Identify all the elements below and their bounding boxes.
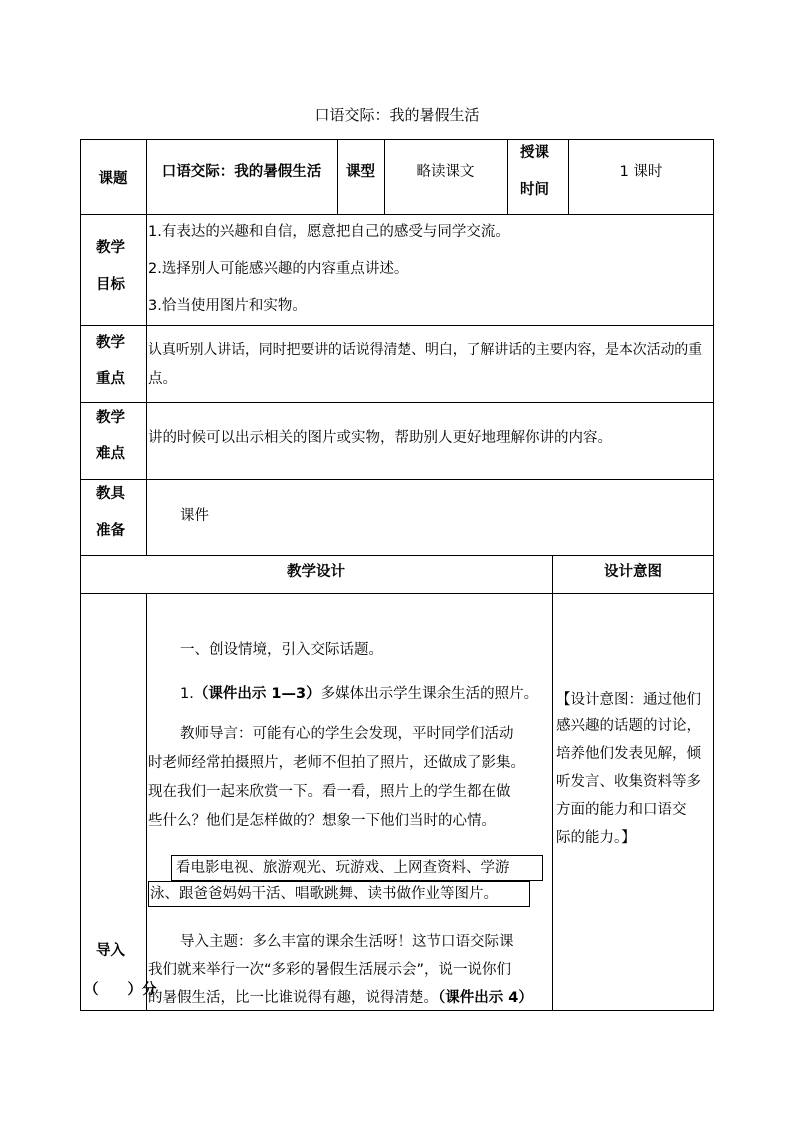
col-divider <box>552 555 553 1011</box>
row-divider <box>80 325 714 326</box>
topic-value: 口语交际：我的暑假生活 <box>161 163 322 180</box>
guide-line: 时老师经常拍摄照片，老师不但拍了照片，还做成了影集。 <box>148 755 525 771</box>
step-1 <box>180 684 538 704</box>
goal-item: 3.恰当使用图片和实物。 <box>148 298 307 314</box>
page-title: 口语交际：我的暑假生活 <box>314 106 480 124</box>
goals-label-2: 目标 <box>96 277 125 293</box>
key-points-label-1: 教学 <box>96 335 125 351</box>
activity-text: 看电影电视、旅游观光、玩游戏、上网查资料、学游 <box>176 860 510 876</box>
guide-line: 些什么？他们是怎样做的？想象一下他们当时的心情。 <box>148 813 496 829</box>
tools-label-1: 教具 <box>96 486 125 502</box>
intro-line-last <box>148 988 533 1008</box>
section-heading: 一、创设情境，引入交际话题。 <box>180 642 383 658</box>
goal-item: 2.选择别人可能感兴趣的内容重点讲述。 <box>148 261 409 277</box>
row-divider <box>80 479 714 480</box>
goal-item: 1.有表达的兴趣和自信，愿意把自己的感受与同学交流。 <box>148 224 510 240</box>
intent-line: 听发言、收集资料等多 <box>556 774 701 790</box>
label-time-line-1: 授课 <box>520 145 549 161</box>
guide-line: 现在我们一起来欣赏一下。看一看，照片上的学生都在做 <box>148 784 511 800</box>
tools-label-2: 准备 <box>96 523 125 539</box>
label-time-line-2: 时间 <box>520 182 549 198</box>
goals-label-1: 教学 <box>96 240 125 256</box>
section-label-1: 导入 <box>96 943 125 959</box>
difficulties-text: 讲的时候可以出示相关的图片或实物，帮助别人更好地理解你讲的内容。 <box>148 430 612 446</box>
section-label-2: （ ）分 <box>84 982 157 998</box>
row-divider <box>80 593 714 594</box>
col-divider <box>146 139 147 556</box>
guide-line: 教师导言：可能有心的学生会发现，平时同学们活动 <box>180 726 514 742</box>
row-divider <box>80 402 714 403</box>
intent-line: 方面的能力和口语交 <box>556 802 687 818</box>
intro-line: 导入主题：多么丰富的课余生活呀！这节口语交际课 <box>180 934 514 950</box>
difficulties-label-2: 难点 <box>96 446 125 462</box>
difficulties-label-1: 教学 <box>96 410 125 426</box>
step-1-number: 1. <box>180 686 194 702</box>
tools-text: 课件 <box>180 508 209 524</box>
intro-bold-tail: （课件出示 4） <box>438 990 533 1006</box>
key-points-text: 点。 <box>148 371 177 387</box>
intro-line: 的暑假生活，比一比谁说得有趣，说得清楚。 <box>148 990 438 1006</box>
key-points-label-2: 重点 <box>96 371 125 387</box>
row-divider <box>80 214 714 215</box>
step-1-text: 多媒体出示学生课余生活的照片。 <box>320 686 539 702</box>
time-value: 1 课时 <box>619 163 663 180</box>
design-header-left: 教学设计 <box>287 563 345 580</box>
design-header-right: 设计意图 <box>604 563 662 580</box>
label-topic: 课题 <box>98 170 128 187</box>
key-points-text: 认真听别人讲话，同时把要讲的话说得清楚、明白，了解讲话的主要内容，是本次活动的重 <box>148 342 702 358</box>
intent-line: 际的能力。】 <box>556 830 636 846</box>
type-value: 略读课文 <box>416 163 475 180</box>
col-divider <box>507 139 508 215</box>
col-divider <box>146 593 147 1011</box>
step-1-bold: （课件出示 1—3） <box>193 686 321 702</box>
activity-text: 泳、跟爸爸妈妈干活、唱歌跳舞、读书做作业等图片。 <box>150 886 498 902</box>
intent-line: 培养他们发表见解，倾 <box>556 746 701 762</box>
intent-line: 【设计意图：通过他们 <box>556 692 701 708</box>
intro-line: 我们就来举行一次“多彩的暑假生活展示会”，说一说你们 <box>148 962 512 978</box>
intent-line: 感兴趣的话题的讨论， <box>556 718 701 734</box>
label-type: 课型 <box>346 163 375 180</box>
